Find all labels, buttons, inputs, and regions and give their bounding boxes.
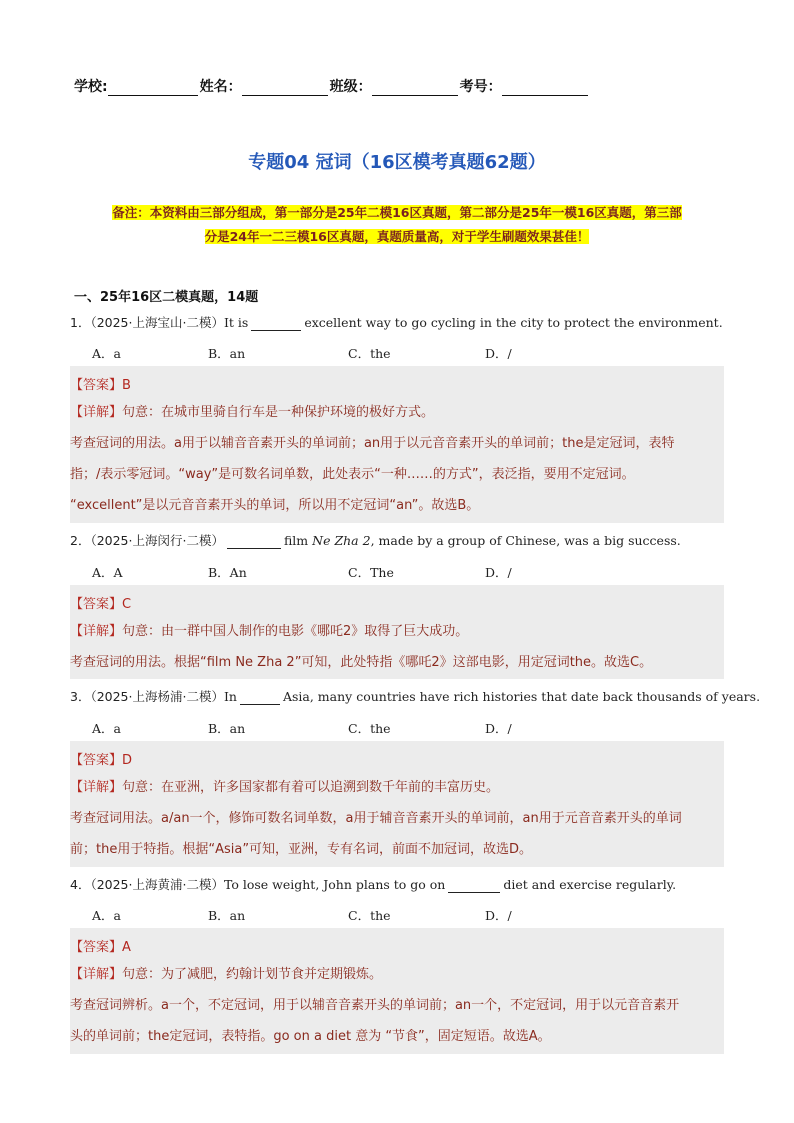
answer-value: D [122, 753, 133, 768]
question-text-after-pre: film [283, 533, 313, 548]
detail-line: 头的单词前；the定冠词，表特指。go on a diet 意为 “节食”，固定短语。故选A。 [70, 1029, 551, 1044]
answer-label: 【答案】 [70, 378, 123, 393]
question-3 [70, 687, 760, 705]
detail-label: 【详解】 [70, 967, 123, 982]
page-title: 专题04 冠词（16区模考真题62题） [248, 152, 546, 173]
answer-value: C [122, 597, 132, 612]
option-d[interactable]: D．/ [485, 908, 512, 923]
detail-line: 句意：在亚洲，许多国家都有着可以追溯到数千年前的丰富历史。 [122, 780, 500, 795]
answer-label: 【答案】 [70, 597, 123, 612]
detail-line: 句意：为了减肥，约翰计划节食并定期锻炼。 [122, 967, 383, 982]
detail-line: “excellent”是以元音音素开头的单词，所以用不定冠词“an”。故选B。 [70, 498, 480, 513]
detail-label: 【详解】 [70, 405, 123, 420]
answer-row-3 [70, 749, 132, 768]
note-banner [70, 201, 724, 249]
question-source: （2025·上海杨浦·二模） [90, 689, 224, 704]
question-text-after: diet and exercise regularly. [503, 877, 677, 892]
option-b[interactable]: B．an [208, 908, 246, 923]
detail-label: 【详解】 [70, 624, 123, 639]
answer-blank [227, 536, 281, 549]
answer-row-4 [70, 936, 131, 955]
film-title: Ne Zha 2 [312, 533, 371, 548]
answer-row-2 [70, 593, 131, 612]
question-source: （2025·上海闵行·二模） [90, 533, 224, 548]
option-b[interactable]: B．An [208, 565, 247, 580]
detail-line: 前；the用于特指。根据“Asia”可知，亚洲，专有名词，前面不加冠词，故选D。 [70, 842, 533, 857]
answer-value: B [122, 378, 131, 393]
detail-4 [70, 959, 724, 1052]
option-d[interactable]: D．/ [485, 721, 512, 736]
question-source: （2025·上海黄浦·二模） [90, 877, 224, 892]
option-c[interactable]: C．The [348, 565, 394, 580]
question-text-before: To lose weight, John plans to go on [223, 877, 446, 892]
option-a[interactable]: A．a [92, 908, 121, 923]
answer-value: A [122, 940, 131, 955]
question-text-after: Asia, many countries have rich histories that date back thousands of years. [282, 689, 761, 704]
question-number: 1． [70, 315, 91, 330]
option-d[interactable]: D．/ [485, 565, 512, 580]
detail-1 [70, 397, 724, 521]
question-2 [70, 531, 681, 549]
option-b[interactable]: B．an [208, 721, 246, 736]
detail-2 [70, 616, 724, 678]
note-line-2: 分是24年一二三模16区真题，真题质量高，对于学生刷题效果甚佳！ [204, 229, 590, 244]
exam-no-blank[interactable] [502, 81, 588, 96]
answer-label: 【答案】 [70, 940, 123, 955]
detail-line: 考查冠词的用法。根据“film Ne Zha 2”可知，此处特指《哪吒2》这部电影，用定冠词the。故选C。 [70, 655, 653, 670]
option-b[interactable]: B．an [208, 346, 246, 361]
detail-3 [70, 772, 724, 865]
option-a[interactable]: A．A [92, 565, 123, 580]
detail-line: 句意：由一群中国人制作的电影《哪吒2》取得了巨大成功。 [122, 624, 469, 639]
detail-line: 句意：在城市里骑自行车是一种保护环境的极好方式。 [122, 405, 435, 420]
detail-line: 考查冠词辨析。a一个，不定冠词，用于以辅音音素开头的单词前；an一个，不定冠词，用于以元音音素开 [70, 998, 680, 1013]
question-text-before: In [223, 689, 237, 704]
option-c[interactable]: C．the [348, 721, 391, 736]
question-text-after: excellent way to go cycling in the city to protect the environment. [304, 315, 723, 330]
note-line-1: 备注：本资料由三部分组成，第一部分是25年二模16区真题，第二部分是25年一模16区真题，第三部 [112, 205, 682, 220]
question-text-before: It is [223, 315, 249, 330]
class-blank[interactable] [372, 81, 458, 96]
exam-no-label: 考号： [459, 79, 502, 95]
detail-line: 指；/表示零冠词。“way”是可数名词单数，此处表示“一种……的方式”，表泛指，要用不定冠词。 [70, 467, 635, 482]
name-label: 姓名： [199, 79, 242, 95]
question-number: 3． [70, 689, 91, 704]
answer-row-1 [70, 374, 131, 393]
school-label: 学校: [74, 79, 108, 95]
answer-blank [251, 318, 301, 331]
question-number: 2． [70, 533, 91, 548]
answer-blank [240, 692, 280, 705]
name-blank[interactable] [242, 81, 328, 96]
student-info-line [74, 76, 590, 96]
detail-line: 考查冠词用法。a/an一个，修饰可数名词单数，a用于辅音音素开头的单词前，an用于元音音素开头的单词 [70, 811, 682, 826]
question-1 [70, 313, 723, 331]
detail-label: 【详解】 [70, 780, 123, 795]
option-c[interactable]: C．the [348, 908, 391, 923]
option-c[interactable]: C．the [348, 346, 391, 361]
question-number: 4． [70, 877, 91, 892]
question-text-after: , made by a group of Chinese, was a big success. [370, 533, 681, 548]
section-title: 一、25年16区二模真题，14题 [74, 290, 259, 305]
class-label: 班级： [329, 79, 372, 95]
answer-blank [448, 880, 500, 893]
question-source: （2025·上海宝山·二模） [90, 315, 224, 330]
question-4 [70, 875, 676, 893]
option-d[interactable]: D．/ [485, 346, 512, 361]
option-a[interactable]: A．a [92, 721, 121, 736]
school-blank[interactable] [108, 81, 198, 96]
detail-line: 考查冠词的用法。a用于以辅音音素开头的单词前；an用于以元音音素开头的单词前；the是定冠词，表特 [70, 436, 675, 451]
option-a[interactable]: A．a [92, 346, 121, 361]
answer-label: 【答案】 [70, 753, 123, 768]
